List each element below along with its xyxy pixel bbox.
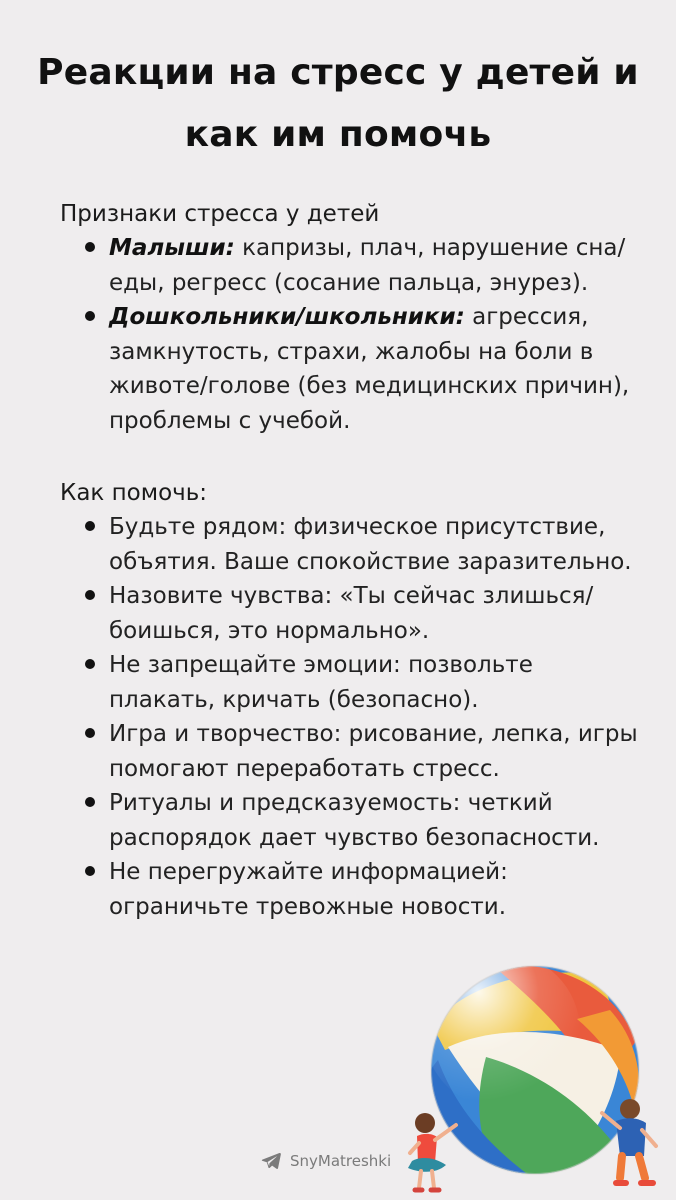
page-title-line-2: как им помочь: [184, 114, 492, 155]
beach-ball-children-illustration: [390, 955, 676, 1200]
stress-sign-schoolchildren-text: агрессия, замкнутость, страхи, жалобы на боли в животе/голове (без медицинских причин), проблемы с учебой.: [109, 304, 630, 434]
how-to-help-section: [60, 476, 640, 924]
telegram-icon: [260, 1150, 282, 1172]
how-to-help-heading: Как помочь:: [60, 480, 208, 506]
stress-signs-heading: Признаки стресса у детей: [60, 201, 380, 227]
bullet-icon: [85, 521, 95, 531]
bullet-icon: [85, 242, 95, 252]
how-to-help-list: [60, 510, 640, 924]
bullet-icon: [85, 311, 95, 321]
help-item-name-feelings: [109, 579, 640, 648]
stress-sign-babies: [109, 231, 640, 300]
help-item-text: Назовите чувства: «Ты сейчас злишься/боишься, это нормально».: [109, 583, 594, 644]
help-item-limit-news: [109, 855, 640, 924]
bullet-icon: [85, 866, 95, 876]
stress-sign-schoolchildren: [109, 300, 640, 438]
help-item-text: Не перегружайте информацией: ограничьте тревожные новости.: [109, 859, 508, 920]
help-item-play-creativity: [109, 717, 640, 786]
help-item-be-near: [109, 510, 640, 579]
help-item-text: Будьте рядом: физическое присутствие, объятия. Ваше спокойствие заразительно.: [109, 514, 632, 575]
stress-signs-section: [60, 197, 640, 438]
bullet-icon: [85, 797, 95, 807]
stress-sign-babies-label: Малыши:: [109, 235, 235, 261]
help-item-text: Игра и творчество: рисование, лепка, игры помогают переработать стресс.: [109, 721, 638, 782]
help-item-rituals: [109, 786, 640, 855]
stress-sign-schoolchildren-label: Дошкольники/школьники:: [109, 304, 465, 330]
watermark: [260, 1150, 391, 1172]
stress-signs-list: [60, 231, 640, 438]
help-item-allow-emotions: [109, 648, 640, 717]
stress-sign-babies-text: капризы, плач, нарушение сна/еды, регресс (сосание пальца, энурез).: [109, 235, 626, 296]
bullet-icon: [85, 590, 95, 600]
help-item-text: Не запрещайте эмоции: позвольте плакать, кричать (безопасно).: [109, 652, 533, 713]
help-item-text: Ритуалы и предсказуемость: четкий распорядок дает чувство безопасности.: [109, 790, 600, 851]
bullet-icon: [85, 728, 95, 738]
page-title: [0, 42, 676, 166]
bullet-icon: [85, 659, 95, 669]
page-title-line-1: Реакции на стресс у детей и: [37, 52, 639, 93]
watermark-text: SnyMatreshki: [290, 1152, 392, 1170]
